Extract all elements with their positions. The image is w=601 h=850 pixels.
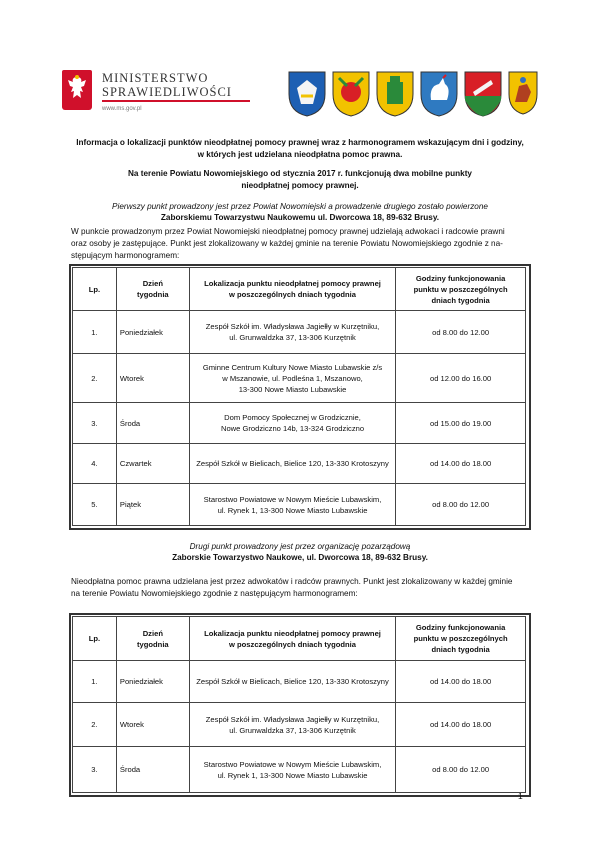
cell-day: Poniedziałek <box>116 661 189 703</box>
cell-hours: od 14.00 do 18.00 <box>396 444 526 484</box>
first-point-line2: Zaborskiemu Towarzystwu Naukowemu ul. Dworcowa 18, 89-632 Brusy. <box>160 213 440 222</box>
cell-location: Zespół Szkół im. Władysława Jagiełły w Kurzętniku, ul. Grunwaldzka 37, 13-306 Kurzętnik <box>189 311 395 354</box>
cell-location: Dom Pomocy Społecznej w Grodzicznie, Nowe Grodziczno 14b, 13-324 Grodziczno <box>189 403 395 444</box>
table-row <box>73 747 526 793</box>
cell-location: Zespół Szkół w Bielicach, Bielice 120, 13-330 Krotoszyny <box>189 661 395 703</box>
first-point-line1: Pierwszy punkt prowadzony jest przez Powiat Nowomiejski a prowadzenie drugiego zostało powierzone <box>112 202 488 211</box>
cell-location: Zespół Szkół im. Władysława Jagiełły w Kurzętniku, ul. Grunwaldzka 37, 13-306 Kurzętnik <box>189 703 395 747</box>
table-row <box>73 703 526 747</box>
paragraph-2 <box>71 576 531 600</box>
header-day: Dzień tygodnia <box>116 268 189 311</box>
cell-lp: 1. <box>73 311 117 354</box>
logo-line1: MINISTERSTWO <box>102 71 209 85</box>
second-point-line1: Drugi punkt prowadzony jest przez organizację pozarządową <box>189 542 411 551</box>
cell-day: Wtorek <box>116 703 189 747</box>
cell-day: Czwartek <box>116 444 189 484</box>
logo-text <box>102 71 232 99</box>
page-title <box>70 137 530 161</box>
table-row <box>73 444 526 484</box>
crest-2-icon <box>333 72 369 116</box>
cell-hours: od 14.00 do 18.00 <box>396 703 526 747</box>
cell-lp: 2. <box>73 703 117 747</box>
para1-line3: stępującym harmonogramem: <box>71 251 180 260</box>
cell-location: Starostwo Powiatowe w Nowym Mieście Lubawskim, ul. Rynek 1, 13-300 Nowe Miasto Lubawskie <box>189 484 395 526</box>
crest-1-icon <box>289 72 325 116</box>
cell-lp: 5. <box>73 484 117 526</box>
cell-location: Gminne Centrum Kultury Nowe Miasto Lubawskie z/s w Mszanowie, ul. Podleśna 1, Mszanowo, 13-300 Nowe Miasto Lubawskie <box>189 354 395 403</box>
header-lp: Lp. <box>73 268 117 311</box>
cell-hours: od 14.00 do 18.00 <box>396 661 526 703</box>
cell-hours: od 8.00 do 12.00 <box>396 747 526 793</box>
schedule-table-1 <box>72 267 526 526</box>
table-row <box>73 484 526 526</box>
cell-lp: 4. <box>73 444 117 484</box>
header-location: Lokalizacja punktu nieodpłatnej pomocy prawnej w poszczególnych dniach tygodnia <box>189 268 395 311</box>
crest-3-icon <box>377 72 413 116</box>
logo-url: www.ms.gov.pl <box>102 106 142 112</box>
table-header-row <box>73 268 526 311</box>
logo-red-line <box>102 100 250 102</box>
header-hours: Godziny funkcjonowania punktu w poszczególnych dniach tygodnia <box>396 617 526 661</box>
subtitle-line1: Na terenie Powiatu Nowomiejskiego od stycznia 2017 r. funkcjonują dwa mobilne punkty <box>128 169 472 178</box>
subtitle-line2: nieodpłatnej pomocy prawnej. <box>241 181 359 190</box>
cell-day: Piątek <box>116 484 189 526</box>
cell-lp: 2. <box>73 354 117 403</box>
cell-hours: od 8.00 do 12.00 <box>396 484 526 526</box>
table-row <box>73 661 526 703</box>
cell-day: Środa <box>116 747 189 793</box>
page-subtitle <box>70 168 530 192</box>
municipal-crests <box>287 66 539 120</box>
table-header-row <box>73 617 526 661</box>
page-number: 1 <box>518 791 523 801</box>
crest-6-icon <box>509 72 537 114</box>
cell-day: Wtorek <box>116 354 189 403</box>
header-location: Lokalizacja punktu nieodpłatnej pomocy prawnej w poszczególnych dniach tygodnia <box>189 617 395 661</box>
table-row <box>73 354 526 403</box>
para2-line1: Nieodpłatna pomoc prawna udzielana jest przez adwokatów i radców prawnych. Punkt jest zlokalizowany w każdej gminie <box>71 577 513 586</box>
para2-line2: na terenie Powiatu Nowomiejskiego zgodnie z następującym harmonogramem: <box>71 589 358 598</box>
crest-4-icon <box>421 72 457 116</box>
ministry-logo <box>62 70 252 124</box>
polish-eagle-icon <box>62 70 92 110</box>
para1-line1: W punkcie prowadzonym przez Powiat Nowomiejski nieodpłatnej pomocy prawnej udzielają adwokaci i radcowie prawni <box>71 227 505 236</box>
header-day: Dzień tygodnia <box>116 617 189 661</box>
cell-hours: od 15.00 do 19.00 <box>396 403 526 444</box>
cell-day: Poniedziałek <box>116 311 189 354</box>
crest-5-icon <box>465 72 501 116</box>
cell-location: Zespół Szkół w Bielicach, Bielice 120, 13-330 Krotoszyny <box>189 444 395 484</box>
second-point-info <box>70 541 530 563</box>
cell-location: Starostwo Powiatowe w Nowym Mieście Lubawskim, ul. Rynek 1, 13-300 Nowe Miasto Lubawskie <box>189 747 395 793</box>
second-point-line2: Zaborskie Towarzystwo Naukowe, ul. Dworcowa 18, 89-632 Brusy. <box>172 553 428 562</box>
cell-hours: od 12.00 do 16.00 <box>396 354 526 403</box>
title-line2: w których jest udzielana nieodpłatna pomoc prawna. <box>197 150 403 159</box>
cell-lp: 1. <box>73 661 117 703</box>
header-lp: Lp. <box>73 617 117 661</box>
first-point-info <box>70 201 530 223</box>
cell-lp: 3. <box>73 403 117 444</box>
header-hours: Godziny funkcjonowania punktu w poszczególnych dniach tygodnia <box>396 268 526 311</box>
table-row <box>73 311 526 354</box>
cell-lp: 3. <box>73 747 117 793</box>
paragraph-1 <box>71 226 531 262</box>
logo-line2: SPRAWIEDLIWOŚCI <box>102 85 232 99</box>
cell-hours: od 8.00 do 12.00 <box>396 311 526 354</box>
table-row <box>73 403 526 444</box>
schedule-table-2 <box>72 616 526 793</box>
title-line1: Informacja o lokalizacji punktów nieodpłatnej pomocy prawnej wraz z harmonogramem wskazującym dni i godziny, <box>76 138 524 147</box>
para1-line2: oraz osoby je zastępujące. Punkt jest zlokalizowany w każdej gminie na terenie Powiatu Nowomiejskiego zgodnie z na- <box>71 239 503 248</box>
cell-day: Środa <box>116 403 189 444</box>
